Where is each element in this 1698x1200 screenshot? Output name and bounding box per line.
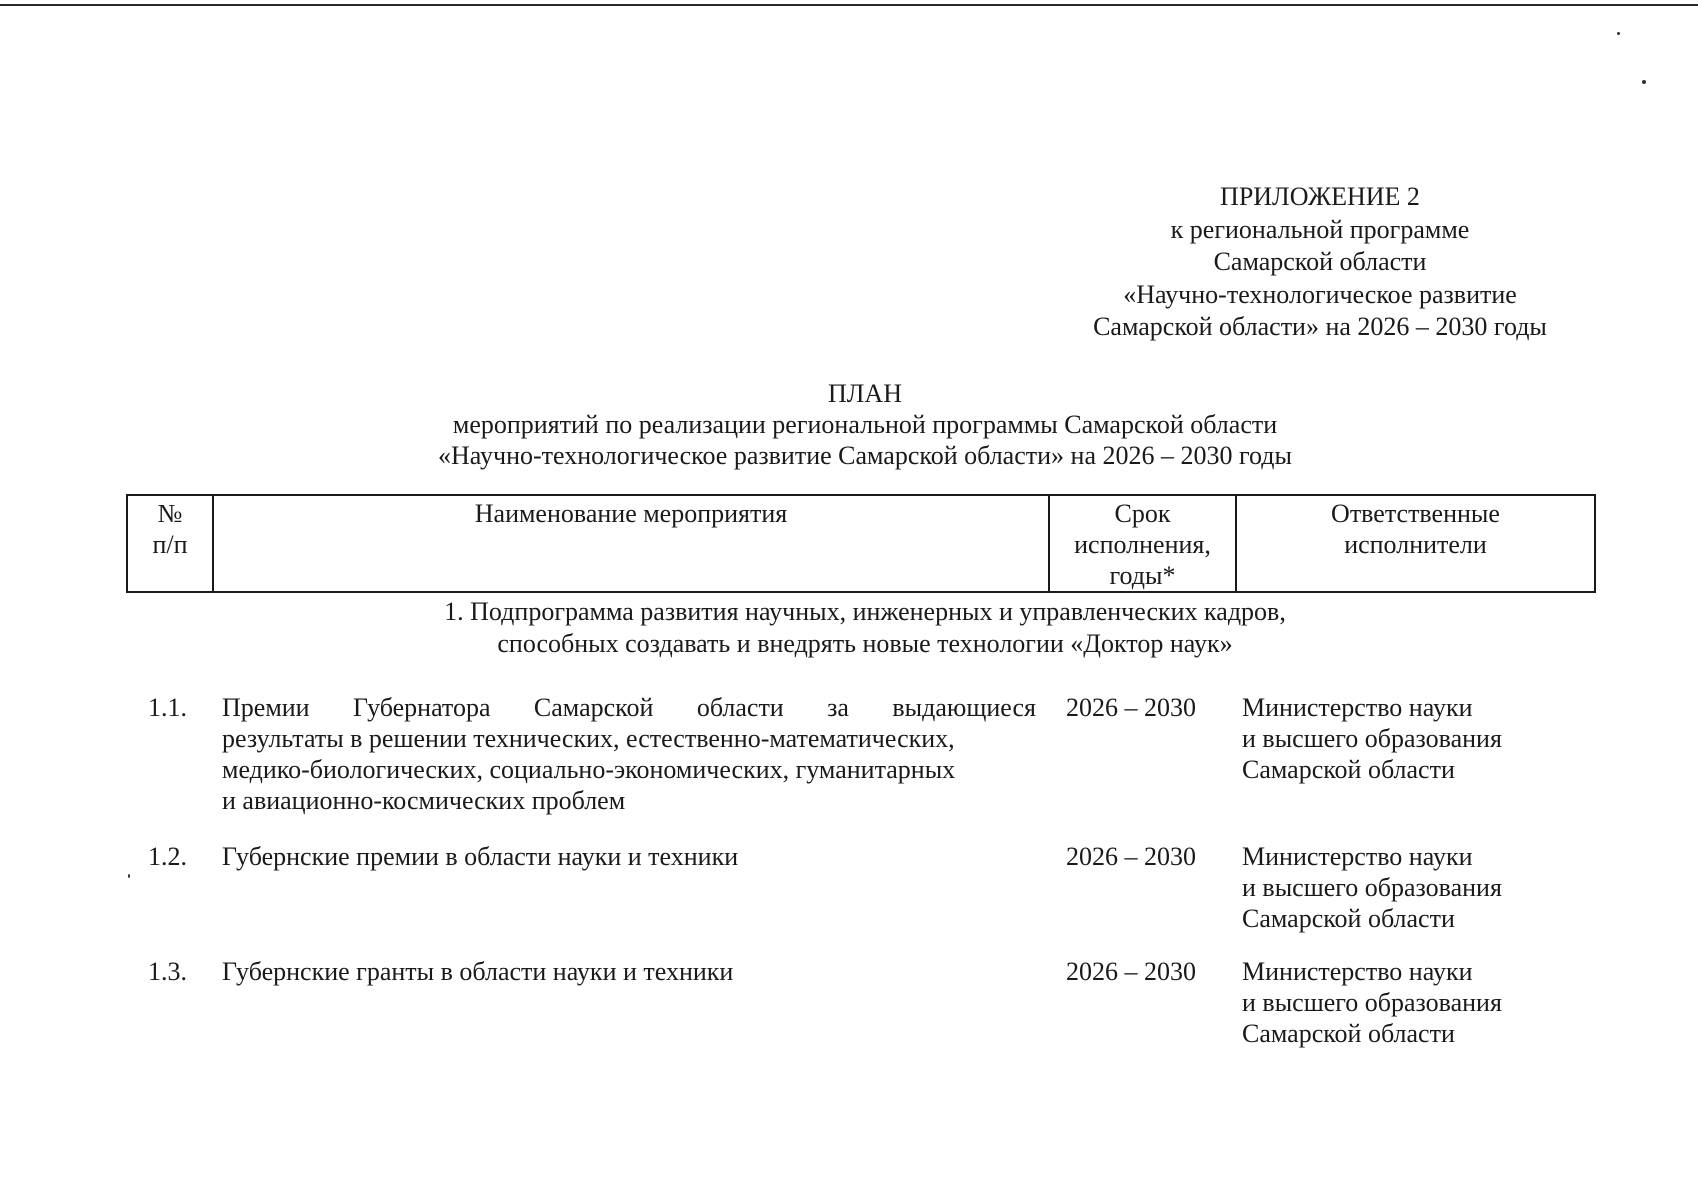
word: за (827, 693, 849, 722)
header-name-cell: Наименование мероприятия (213, 495, 1049, 592)
word: области (696, 693, 784, 722)
row-name-line-justified (222, 692, 1036, 723)
row-name: Губернские гранты в области науки и техники (222, 957, 734, 986)
row-name: Губернские премии в области науки и техники (222, 842, 739, 871)
row-term: 2026 – 2030 (1066, 842, 1196, 871)
word: Премии (222, 693, 310, 722)
subprogram-line: способных создавать и внедрять новые технологии «Доктор наук» (497, 629, 1233, 658)
appendix-note (1040, 181, 1600, 344)
header-term-cell: Срок исполнения, годы* (1049, 495, 1236, 592)
table-header (126, 494, 1596, 593)
row-term: 2026 – 2030 (1066, 693, 1196, 722)
row-number: 1.2. (148, 842, 187, 871)
row-term: 2026 – 2030 (1066, 957, 1196, 986)
appendix-line: к региональной программе (1170, 214, 1470, 244)
scan-speck (1617, 32, 1620, 35)
row-number: 1.1. (148, 693, 187, 722)
header-responsible-cell: Ответственные исполнители (1236, 495, 1595, 592)
scan-speck (1642, 80, 1646, 84)
top-border-line (0, 4, 1698, 6)
row-responsible: Министерство науки и высшего образования Самарской области (1242, 842, 1502, 933)
subprogram-heading (180, 596, 1550, 660)
plan-heading (180, 378, 1550, 471)
appendix-line: Самарской области» на 2026 – 2030 годы (1093, 312, 1547, 341)
appendix-line: Самарской области (1213, 247, 1427, 276)
word: Самарской (533, 693, 654, 722)
scan-speck (128, 874, 130, 878)
plan-subtitle-line: «Научно-технологическое развитие Самарской области» на 2026 – 2030 годы (438, 441, 1292, 470)
appendix-line: ПРИЛОЖЕНИЕ 2 (1220, 182, 1420, 211)
plan-title: ПЛАН (828, 379, 902, 408)
header-num-cell: № п/п (127, 495, 213, 592)
row-responsible: Министерство науки и высшего образования Самарской области (1242, 957, 1502, 1048)
row-responsible: Министерство науки и высшего образования Самарской области (1242, 693, 1502, 784)
row-number: 1.3. (148, 957, 187, 986)
appendix-line: «Научно-технологическое развитие (1123, 279, 1517, 309)
word: выдающиеся (892, 693, 1036, 722)
subprogram-line: 1. Подпрограмма развития научных, инженерных и управленческих кадров, (444, 597, 1286, 626)
row-name: Премии Губернатора Самарской области за выдающиеся результаты в решении технических, естественно-математических, медико-биологических, социально-экономических, гуманитарных и авиационно-космических проблем (222, 693, 1036, 815)
word: Губернатора (353, 693, 491, 722)
plan-subtitle-line: мероприятий по реализации региональной программы Самарской области (452, 410, 1278, 439)
